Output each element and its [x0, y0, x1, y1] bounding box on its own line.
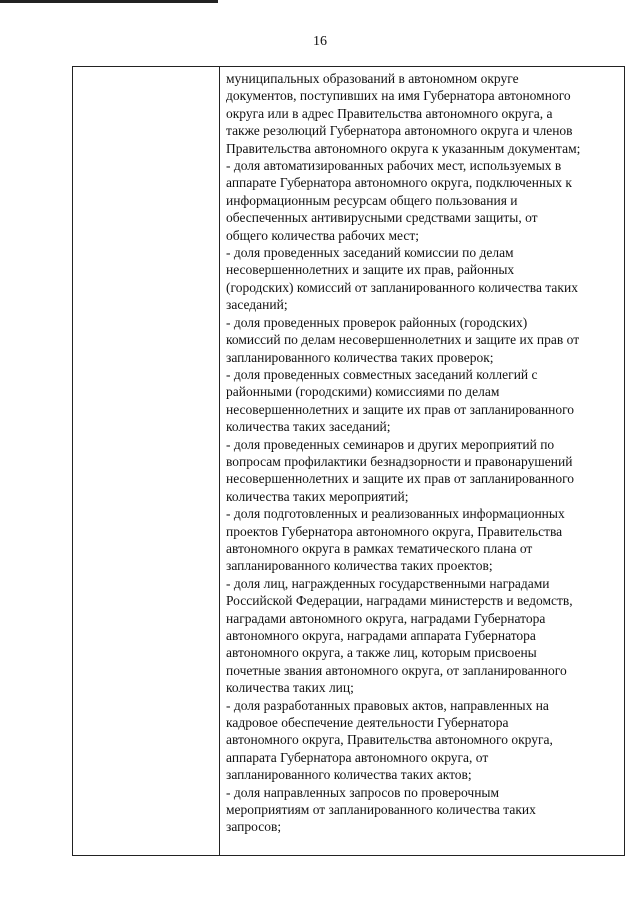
text-line: документов, поступивших на имя Губернатора автономного: [226, 88, 571, 104]
text-line: запросов;: [226, 819, 282, 835]
text-line: - доля лиц, награжденных государственными наградами: [226, 575, 550, 591]
text-line: - доля подготовленных и реализованных информационных: [226, 506, 565, 522]
text-line: - доля разработанных правовых актов, направленных на: [226, 697, 549, 713]
text-line: информационным ресурсам общего пользования и: [226, 192, 518, 208]
text-line: несовершеннолетних и защите их прав от запланированного: [226, 401, 575, 417]
text-line: - доля проведенных совместных заседаний коллегий с: [226, 366, 538, 382]
text-line: заседаний;: [226, 297, 288, 313]
text-line: несовершеннолетних и защите их прав, районных: [226, 262, 515, 278]
text-line: наградами автономного округа, наградами Губернатора: [226, 610, 546, 626]
text-line: мероприятиям от запланированного количества таких: [226, 802, 536, 818]
text-line: вопросам профилактики безнадзорности и правонарушений: [226, 453, 573, 469]
text-line: автономного округа в рамках тематического плана от: [226, 540, 533, 556]
text-line: Правительства автономного округа к указанным документам;: [226, 140, 581, 156]
text-line: запланированного количества таких проверок;: [226, 349, 494, 365]
page-number: 16: [313, 34, 327, 49]
text-line: количества таких заседаний;: [226, 419, 391, 435]
text-line: несовершеннолетних и защите их прав от запланированного: [226, 471, 575, 487]
text-line: количества таких мероприятий;: [226, 488, 409, 504]
table-cell-text: [226, 70, 621, 836]
text-line: обеспеченных антивирусными средствами защиты, от: [226, 210, 538, 226]
text-line: - доля направленных запросов по проверочным: [226, 784, 500, 800]
text-line: - доля проведенных заседаний комиссии по делам: [226, 245, 514, 261]
text-line: проектов Губернатора автономного округа, Правительства: [226, 523, 563, 539]
text-line: общего количества рабочих мест;: [226, 227, 419, 243]
text-line: кадровое обеспечение деятельности Губернатора: [226, 715, 509, 731]
text-line: аппарате Губернатора автономного округа, подключенных к: [226, 175, 572, 191]
text-line: автономного округа, наградами аппарата Губернатора: [226, 628, 536, 643]
text-line: муниципальных образований в автономном округе: [226, 71, 519, 86]
text-line: Российской Федерации, наградами министерств и ведомств,: [226, 593, 573, 609]
text-line: также резолюций Губернатора автономного округа и членов: [226, 123, 573, 139]
text-line: - доля проведенных проверок районных (городских): [226, 314, 528, 330]
text-line: округа или в адрес Правительства автономного округа, а: [226, 105, 553, 121]
text-line: запланированного количества таких проектов;: [226, 558, 493, 574]
text-line: районными (городскими) комиссиями по делам: [226, 384, 500, 400]
text-line: комиссий по делам несовершеннолетних и защите их прав от: [226, 332, 580, 348]
text-line: автономного округа, Правительства автономного округа,: [226, 732, 553, 748]
text-line: (городских) комиссий от запланированного количества таких: [226, 279, 578, 295]
text-line: запланированного количества таких актов;: [226, 767, 472, 783]
text-line: почетные звания автономного округа, от запланированного: [226, 662, 567, 678]
text-line: - доля автоматизированных рабочих мест, используемых в: [226, 158, 562, 174]
top-rule: [0, 0, 218, 3]
text-line: аппарата Губернатора автономного округа, от: [226, 749, 489, 765]
text-line: автономного округа, а также лиц, которым присвоены: [226, 645, 537, 661]
column-divider: [219, 67, 220, 855]
text-line: количества таких лиц;: [226, 680, 354, 696]
text-line: - доля проведенных семинаров и других мероприятий по: [226, 436, 555, 452]
document-table: [72, 66, 625, 856]
